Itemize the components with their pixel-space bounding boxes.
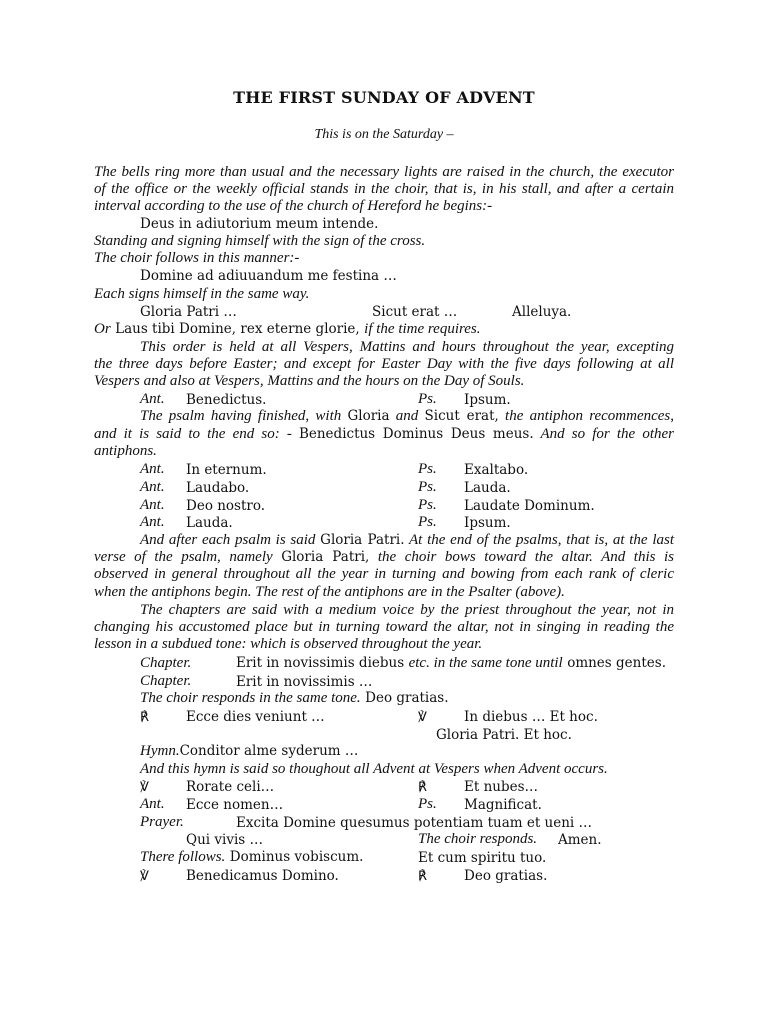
chapters-line-1: The chapters are said with a medium voice by the priest throughout the year, not in: [140, 602, 674, 618]
ant-text: Deo nostro.: [186, 498, 266, 514]
ant-text: Lauda.: [186, 515, 233, 531]
after-text-c: At the end of the psalms, that is, at the last: [409, 532, 674, 548]
psalm-text-c: and: [395, 408, 419, 424]
chapter-text-c: omnes gentes.: [567, 655, 666, 671]
chapter-text-b: etc. in the same tone until: [408, 655, 563, 671]
after-psalm-line-3: observed in general throughout all the year in turning and bowing from each rank of cleric: [94, 566, 674, 582]
or-word: Or: [94, 321, 111, 337]
intro-line-2: of the office or the weekly official stands in the choir, that is, in his stall, and after a certain: [94, 181, 674, 197]
chapter-text-a: Erit in novissimis diebus: [236, 655, 405, 671]
after-psalm-line-4: when the antiphons begin. The rest of the antiphons are in the Psalter (above).: [94, 584, 565, 600]
ant-text: Ecce nomen…: [186, 797, 284, 813]
ps-text: Ipsum.: [464, 392, 511, 408]
intro-line-1: The bells ring more than usual and the necessary lights are raised in the church, the executor: [94, 164, 674, 180]
after-text-d: verse of the psalm, namely: [94, 549, 273, 565]
amen: Amen.: [558, 832, 602, 848]
ps-text: Laudate Dominum.: [464, 498, 595, 514]
condition-text: if the time requires.: [364, 321, 481, 337]
versicle-text: Benedicamus Domino.: [186, 868, 339, 884]
ps-label: Ps.: [418, 514, 437, 530]
or-line: [94, 321, 481, 338]
after-psalm-line-1: [140, 532, 674, 549]
choir-responds-text: The choir responds in the same tone.: [140, 690, 361, 706]
alleluya: Alleluya.: [512, 304, 572, 320]
hymn-line: [140, 743, 358, 760]
ps-text: Lauda.: [464, 480, 511, 496]
chapter-label: Chapter.: [140, 655, 192, 671]
chapter-text: [236, 655, 666, 672]
versicle-symbol: ℣: [140, 869, 149, 884]
standing-line: Standing and signing himself with the sign of the cross.: [94, 233, 426, 249]
chapters-line-2: changing his accustomed place but in turning toward the altar, not in singing in reading the: [94, 619, 674, 635]
page-title: THE FIRST SUNDAY OF ADVENT: [233, 88, 535, 107]
hymn-label: Hymn.: [140, 743, 180, 759]
psalm-line-3: antiphons.: [94, 443, 157, 459]
ant-label: Ant.: [140, 796, 165, 812]
prayer-label: Prayer.: [140, 814, 184, 830]
ps-label: Ps.: [418, 796, 437, 812]
ant-label: Ant.: [140, 391, 165, 407]
after-text-a: And after each psalm is said: [140, 532, 316, 548]
order-line-2: the three days before Easter; and except for Easter Day with the five days following at all: [94, 356, 674, 372]
response-symbol: ℟: [418, 780, 427, 795]
qui-vivis: Qui vivis …: [186, 832, 263, 848]
chapter-text: Erit in novissimis …: [236, 674, 373, 690]
chapter-label: Chapter.: [140, 673, 192, 689]
sicut-erat: Sicut erat …: [372, 304, 458, 320]
ant-label: Ant.: [140, 461, 165, 477]
subtitle: This is on the Saturday –: [314, 127, 454, 142]
laus-text: Laus tibi Domine, rex eterne glorie,: [115, 321, 360, 337]
order-line-1: This order is held at all Vespers, Mattins and hours throughout the year, excepting: [140, 339, 674, 355]
choir-responds-line: [140, 690, 449, 707]
ant-text: Laudabo.: [186, 480, 250, 496]
ps-text: Exaltabo.: [464, 462, 529, 478]
chapters-line-3: lesson in a subdued tone: which is observed throughout the year.: [94, 636, 483, 652]
response-text: Ecce dies veniunt …: [186, 709, 325, 725]
order-line-3: Vespers and also at Vespers, Mattins and the hours on the Day of Souls.: [94, 373, 525, 389]
ant-label: Ant.: [140, 514, 165, 530]
psalm-line-2: [94, 426, 674, 443]
deo-gratias: Deo gratias.: [365, 690, 449, 706]
prayer-text: Excita Domine quesumus potentiam tuam et ueni …: [236, 815, 593, 831]
each-signs-line: Each signs himself in the same way.: [94, 286, 310, 302]
gloria-patri: Gloria Patri …: [140, 304, 237, 320]
ps-label: Ps.: [418, 391, 437, 407]
there-follows-label: There follows.: [140, 849, 226, 865]
psalm-text-e: the antiphon recommences,: [505, 408, 675, 424]
intro-line-3: interval according to the use of the church of Hereford he begins:-: [94, 198, 493, 214]
psalm-text-a: The psalm having finished, with: [140, 408, 342, 424]
psalm-text-d: Sicut erat,: [424, 408, 499, 424]
domine-line: Domine ad adiuuandum me festina …: [140, 268, 397, 284]
deus-line: Deus in adiutorium meum intende.: [140, 216, 379, 232]
choir-follows-line: The choir follows in this manner:-: [94, 250, 300, 266]
ant-text: Benedictus.: [186, 392, 267, 408]
ps-label: Ps.: [418, 497, 437, 513]
versicle-symbol: ℣: [418, 710, 427, 725]
ps-text: Magnificat.: [464, 797, 542, 813]
versicle-text: Rorate celi…: [186, 779, 275, 795]
versicle-symbol: ℣: [140, 780, 149, 795]
after-text-b: Gloria Patri.: [320, 532, 405, 548]
ant-label: Ant.: [140, 479, 165, 495]
versicle-text: In diebus … Et hoc.: [464, 709, 598, 725]
psalm-text-h: And so for the other: [540, 426, 674, 442]
response-text: Et nubes…: [464, 779, 539, 795]
hymn-text: Conditor alme syderum …: [179, 743, 359, 759]
ant-label: Ant.: [140, 497, 165, 513]
response-symbol: ℟: [418, 869, 427, 884]
choir-responds-label: The choir responds.: [418, 831, 538, 847]
hymn-note: And this hymn is said so thoughout all Advent at Vespers when Advent occurs.: [140, 761, 608, 777]
response-text: Deo gratias.: [464, 868, 548, 884]
ps-label: Ps.: [418, 461, 437, 477]
after-psalm-line-2: [94, 549, 674, 566]
there-follows-line: [140, 849, 363, 866]
et-cum-spiritu: Et cum spiritu tuo.: [418, 850, 547, 866]
gloria-et-hoc: Gloria Patri. Et hoc.: [436, 727, 572, 743]
psalm-text-g: Benedictus Dominus Deus meus.: [298, 426, 534, 442]
psalm-text-f: and it is said to the end so: -: [94, 426, 292, 442]
after-text-f: the choir bows toward the altar. And this is: [377, 549, 675, 565]
dominus-vobiscum: Dominus vobiscum.: [229, 849, 364, 865]
ps-text: Ipsum.: [464, 515, 511, 531]
ant-text: In eternum.: [186, 462, 267, 478]
response-symbol: ℟: [140, 710, 149, 725]
after-text-e: Gloria Patri,: [281, 549, 370, 565]
ps-label: Ps.: [418, 479, 437, 495]
psalm-line-1: [140, 408, 674, 425]
psalm-text-b: Gloria: [347, 408, 390, 424]
